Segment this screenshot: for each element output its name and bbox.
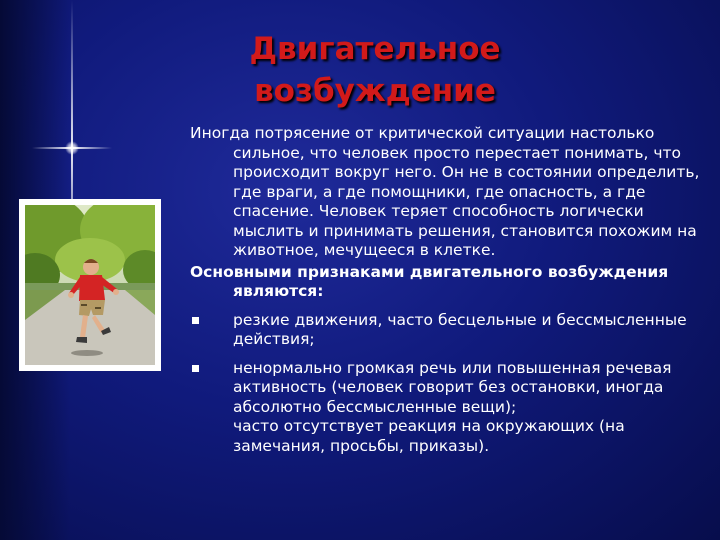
bullet-text-line: активность (человек говорит без остановки, иногда абсолютно бессмысленные вещи); [233,378,664,416]
signs-list [190,311,715,457]
intro-paragraph: Иногда потрясение от критической ситуации настолько сильное, что человек просто перестает понимать, что происходит вокруг него. Он не в состоянии определить, где враги, а где помощники, где опасность, а где спасение. Человек теряет способность логически мыслить и принимать решения, становится похожим на животное, мечущееся в клетке. [190,124,700,259]
slide-content [190,124,715,456]
square-bullet-icon [192,317,199,324]
square-bullet-icon [192,365,199,372]
signs-heading: Основными признаками двигательного возбуждения являются: [190,262,669,300]
list-item [190,359,715,457]
bullet-text-line: часто отсутствует реакция на окружающих (на замечания, просьбы, приказы). [233,417,625,455]
bullet-text-line: ненормально громкая речь или повышенная речевая [233,358,672,377]
photo-illustration [25,205,155,365]
slide-title [200,28,550,112]
title-line-2: возбуждение [254,73,496,109]
running-child-photo [19,199,161,371]
list-item [190,311,715,350]
bullet-text: резкие движения, часто бесцельные и бессмысленные действия; [233,310,687,348]
title-line-1: Двигательное [249,31,501,67]
